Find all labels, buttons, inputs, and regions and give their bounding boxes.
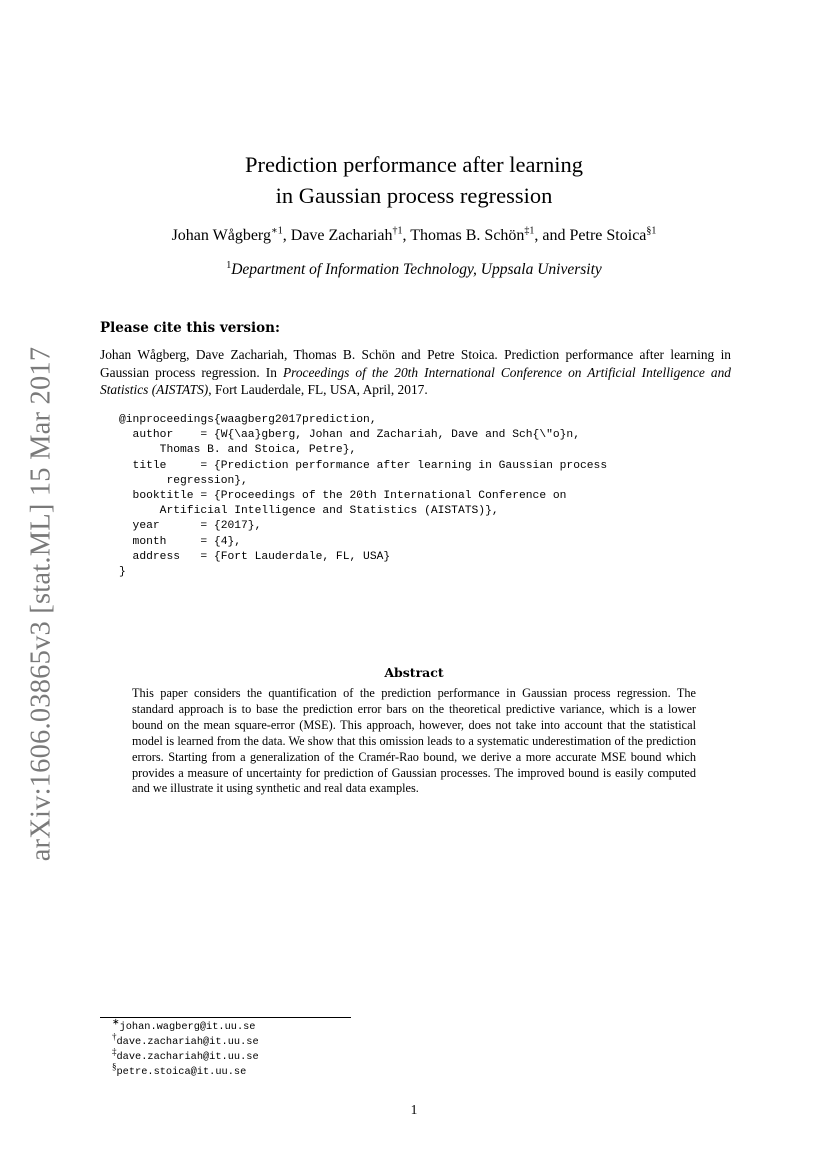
footnote [112,1046,259,1065]
abstract-text: This paper considers the quantification of the prediction performance in Gaussian process regression. The standard approach is to base the prediction error bars on the theoretical predictive variance, which is a lower bound on the mean square-error (MSE). This approach, however, does not take into account that the statistical model is learned from the data. We show that this omission leads to a systematic underestimation of the prediction errors. Starting from a generalization of the Cramér-Rao bound, we derive a more accurate MSE bound which provides a measure of uncertainty for prediction of Gaussian processes. The improved bound is easily computed and we illustrate it using synthetic and real data examples. [132,686,696,796]
cite-heading: Please cite this version: [100,320,280,336]
footnote-mark: ‡ [112,1046,117,1057]
footnote [112,1016,259,1035]
footnotes [112,1016,259,1080]
author-mark: ‡1 [524,225,535,237]
footnote-mark: ∗ [112,1016,120,1027]
affiliation-text: Department of Information Technology, Uppsala University [231,261,602,278]
footnote-email: dave.zachariah@it.uu.se [116,1051,259,1063]
affiliation [0,259,828,281]
abstract-heading: Abstract [384,665,444,680]
footnote-email: petre.stoica@it.uu.se [116,1066,247,1078]
footnote-mark: † [112,1031,117,1042]
arxiv-identifier: arXiv:1606.03865v3 [stat.ML] 15 Mar 2017 [25,346,57,862]
footnote-email: dave.zachariah@it.uu.se [116,1036,259,1048]
author-separator: , and [534,227,570,244]
paper-title [0,149,828,211]
author-name: Thomas B. Schön [410,227,525,244]
page-number: 1 [410,1102,418,1117]
author-separator: , [402,227,411,244]
citation-plain: Johan Wågberg, Dave Zachariah, Thomas B. Schön and Petre Stoica. Prediction performance after learning in Gaussian process regression. In [100,347,731,380]
author-separator: , [282,227,291,244]
author-mark: ∗1 [270,225,283,237]
bibtex-entry: @inproceedings{waagberg2017prediction, author = {W{\aa}gberg, Johan and Zachariah, Dave and Sch{\"o}n, Thomas B. and Stoica, Petre}, title = {Prediction performance after learning in Gaussian process regression}, booktitle = {Proceedings of the 20th International Conference on Artificial Intelligence and Statistics (AISTATS)}, year = {2017}, month = {4}, address = {Fort Lauderdale, FL, USA} } [119,414,608,579]
author-name: Petre Stoica [569,227,647,244]
footnote-mark: § [112,1061,117,1072]
footnote-email: johan.wagberg@it.uu.se [119,1021,256,1033]
arxiv-sidebar [21,344,61,864]
footnote [112,1031,259,1050]
author-mark: †1 [392,225,403,237]
footnote [112,1061,259,1080]
author-name: Dave Zachariah [290,227,393,244]
title-line-1: Prediction performance after learning [245,152,583,177]
footnote-divider [100,1017,351,1018]
citation-paragraph [100,346,731,399]
title-line-2: in Gaussian process regression [275,183,553,208]
author-list [0,225,828,247]
affiliation-mark: 1 [226,259,232,271]
author-name: Johan Wågberg [171,227,271,244]
citation-venue: Proceedings of the 20th International Conference on Artificial Intelligence and Statistics (AISTATS) [100,364,731,398]
author-mark: §1 [646,225,657,237]
citation-rest: , Fort Lauderdale, FL, USA, April, 2017. [208,382,428,398]
